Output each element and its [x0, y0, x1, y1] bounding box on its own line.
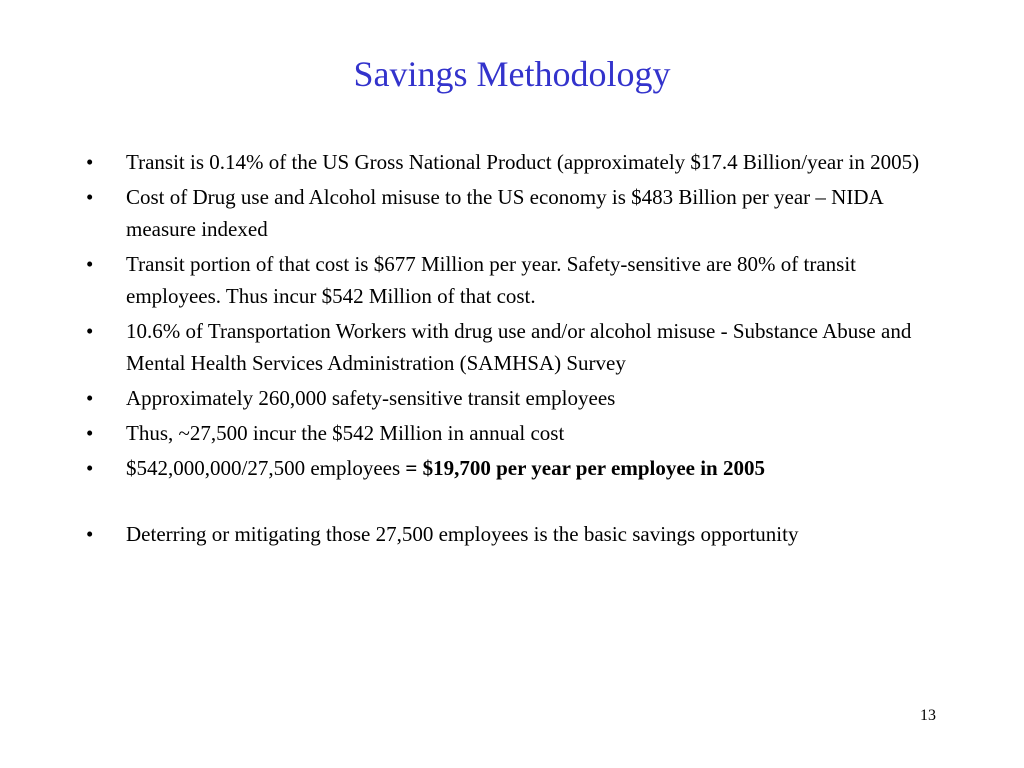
bullet-item-cost — [86, 181, 946, 245]
bullet-item-employees — [86, 382, 946, 414]
bullet-item-incur — [86, 417, 946, 449]
bullet-text: Deterring or mitigating those 27,500 employees is the basic savings opportunity — [126, 522, 799, 546]
bullet-icon: • — [86, 386, 94, 410]
bullet-text: Approximately 260,000 safety-sensitive transit employees — [126, 386, 616, 410]
bullet-text: Cost of Drug use and Alcohol misuse to the US economy is $483 Billion per year – NIDA measure indexed — [126, 185, 883, 241]
bullet-item-per-employee — [86, 452, 946, 484]
bullet-text: 10.6% of Transportation Workers with drug use and/or alcohol misuse - Substance Abuse and Mental Health Services Administration (SAMHSA) Survey — [126, 319, 912, 375]
bullet-text: Transit portion of that cost is $677 Million per year. Safety-sensitive are 80% of transit employees. Thus incur $542 Million of that cost. — [126, 252, 857, 308]
bullet-item-gnp — [86, 146, 946, 178]
bullet-list — [86, 146, 946, 553]
slide-title: Savings Methodology — [353, 54, 671, 94]
bullet-icon: • — [86, 252, 94, 276]
bullet-item-samhsa — [86, 315, 946, 379]
bullet-text: $542,000,000/27,500 employees — [126, 456, 406, 480]
page-number: 13 — [920, 707, 936, 724]
bullet-item-opportunity — [86, 518, 946, 550]
bullet-icon: • — [86, 319, 94, 343]
bullet-text: Transit is 0.14% of the US Gross National Product (approximately $17.4 Billion/year in 2005) — [126, 150, 920, 174]
bullet-icon: • — [86, 150, 94, 174]
bullet-text-emphasis: = $19,700 per year per employee in 2005 — [405, 456, 765, 480]
bullet-item-transit-portion — [86, 248, 946, 312]
bullet-text: Thus, ~27,500 incur the $542 Million in annual cost — [126, 421, 565, 445]
bullet-icon: • — [86, 456, 94, 480]
bullet-icon: • — [86, 185, 94, 209]
bullet-icon: • — [86, 522, 94, 546]
bullet-icon: • — [86, 421, 94, 445]
